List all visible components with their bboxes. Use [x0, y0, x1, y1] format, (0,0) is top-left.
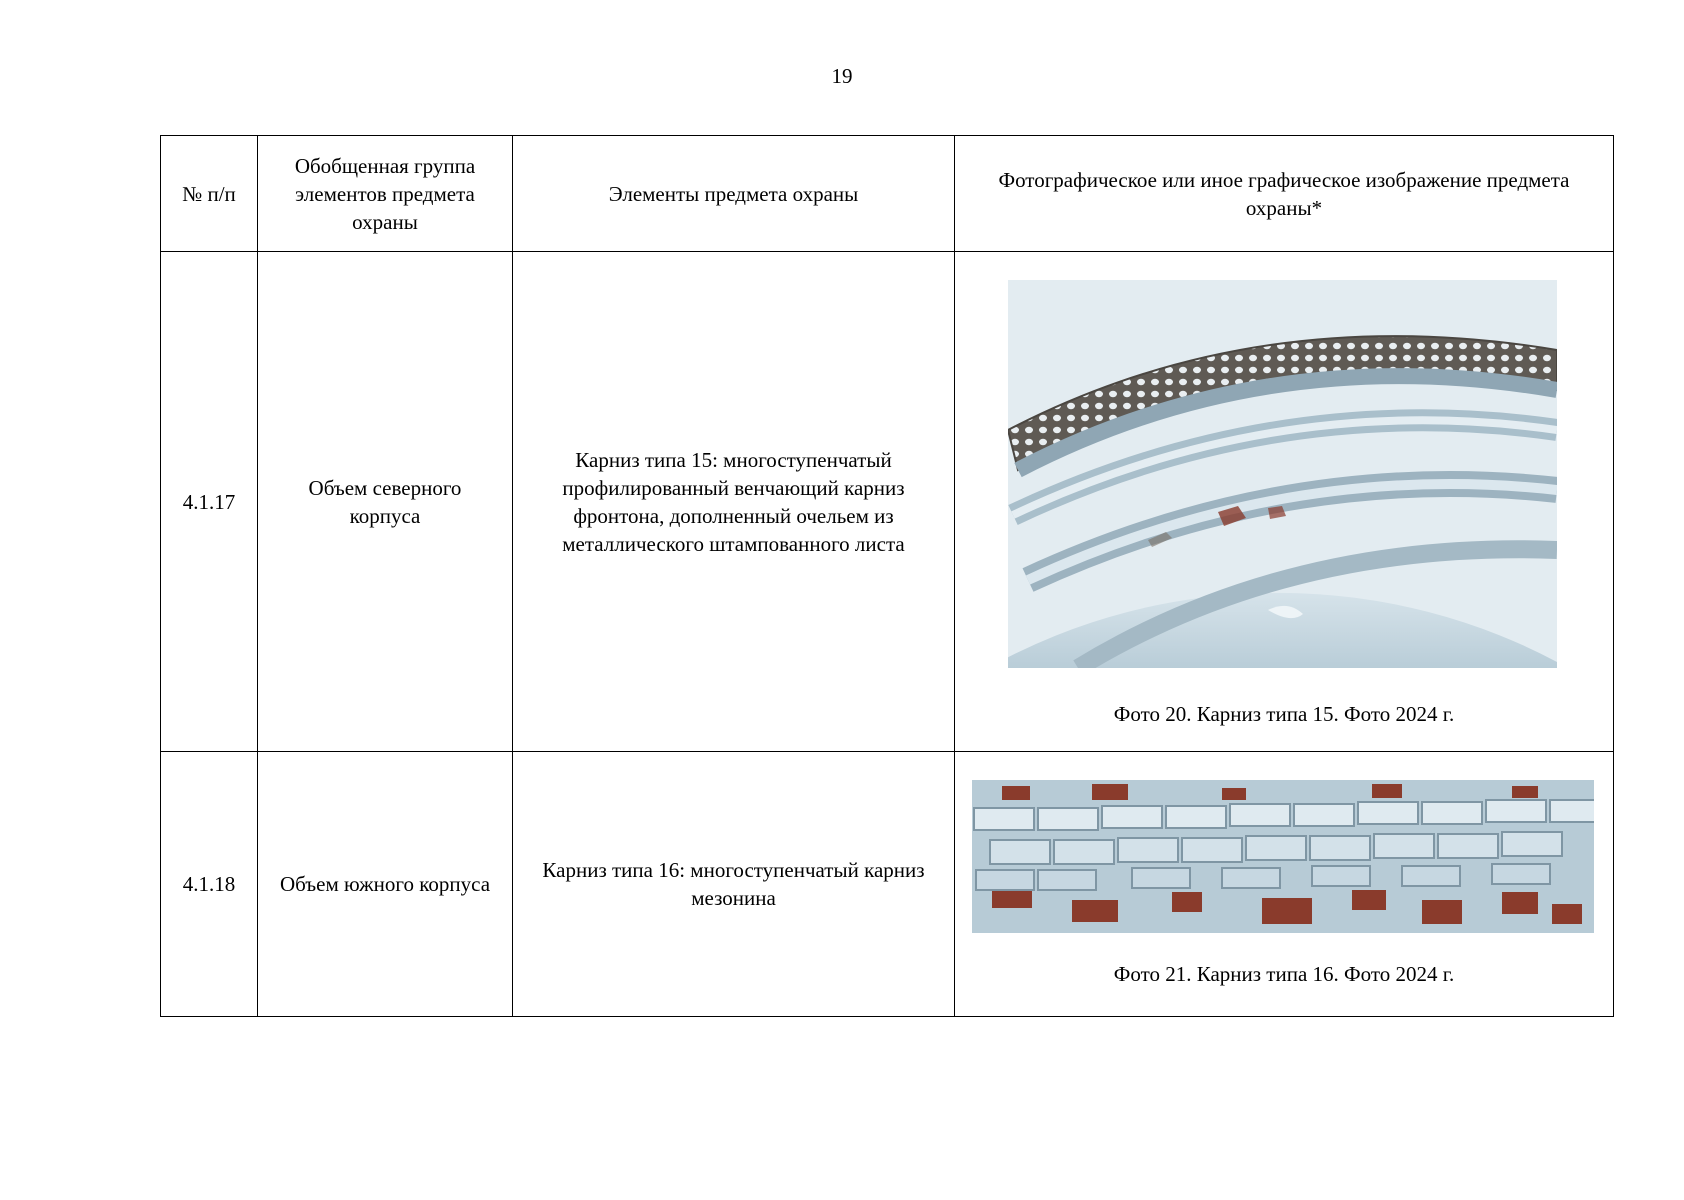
table-header-row — [161, 136, 1614, 252]
protection-elements-table — [160, 135, 1614, 1017]
photo-caption: Фото 20. Карниз типа 15. Фото 2024 г. — [1113, 702, 1455, 726]
row-num: 4.1.17 — [161, 252, 258, 752]
header-image: Фотографическое или иное графическое изображение предмета охраны* — [955, 136, 1614, 252]
header-num: № п/п — [161, 136, 258, 252]
header-group: Обобщенная группа элементов предмета охраны — [258, 136, 513, 252]
cornice-arch-photo — [1008, 280, 1557, 668]
header-elements: Элементы предмета охраны — [513, 136, 955, 252]
table-row — [161, 252, 1614, 752]
row-elements: Карниз типа 15: многоступенчатый профилированный венчающий карниз фронтона, дополненный очельем из металлического штампованного листа — [513, 252, 955, 752]
row-image — [955, 752, 1614, 1017]
row-group: Объем южного корпуса — [258, 752, 513, 1017]
row-group: Объем северного корпуса — [258, 252, 513, 752]
photo-caption: Фото 21. Карниз типа 16. Фото 2024 г. — [1113, 962, 1455, 986]
row-elements: Карниз типа 16: многоступенчатый карниз мезонина — [513, 752, 955, 1017]
row-num: 4.1.18 — [161, 752, 258, 1017]
table-row — [161, 752, 1614, 1017]
page-number: 19 — [831, 64, 853, 88]
row-image — [955, 252, 1614, 752]
cornice-mezzanine-photo — [972, 780, 1594, 933]
